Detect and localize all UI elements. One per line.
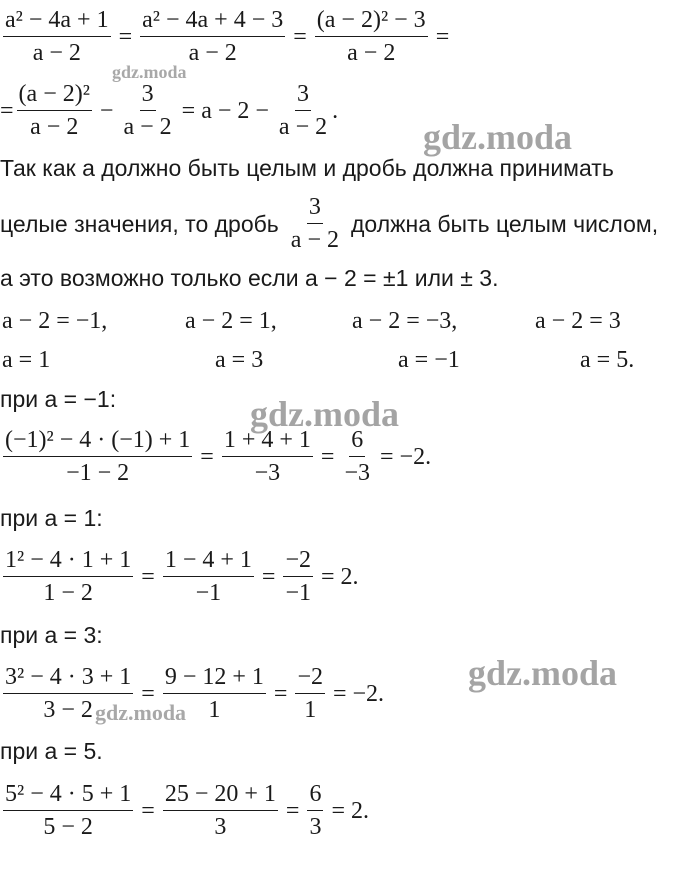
fraction: [315, 8, 428, 66]
numerator: 9 − 12 + 1: [163, 665, 266, 694]
fraction: [222, 428, 313, 486]
case-equation: a − 2 = −3,: [352, 308, 458, 334]
case-solution: a = 3: [215, 347, 264, 373]
equation-line-2: [0, 82, 338, 140]
numerator: (a − 2)² − 3: [315, 8, 428, 37]
fraction: [283, 548, 313, 606]
text-fragment: должна быть целым числом,: [350, 210, 659, 237]
denominator: 3 − 2: [43, 697, 93, 724]
fraction: [342, 428, 372, 486]
equals-sign: =: [141, 798, 155, 825]
numerator: 3: [140, 82, 156, 111]
numerator: 25 − 20 + 1: [163, 782, 278, 811]
result: = −2.: [332, 681, 385, 708]
case-equation: a − 2 = 3: [535, 308, 621, 334]
check-equation: [0, 665, 389, 723]
fraction: [140, 8, 285, 66]
fraction: [295, 665, 325, 723]
equation-line-1: [0, 8, 454, 66]
denominator: 1 − 2: [43, 580, 93, 607]
check-label: при a = 5.: [0, 738, 103, 764]
numerator: −2: [283, 548, 313, 577]
equals-sign: =: [0, 98, 14, 125]
result: = 2.: [320, 564, 359, 591]
watermark: gdz.moda: [250, 394, 400, 434]
fraction: [3, 665, 133, 723]
fraction: [3, 548, 133, 606]
equals-sign: =: [261, 564, 276, 591]
numerator: a² − 4a + 1: [3, 8, 111, 37]
denominator: a − 2: [188, 40, 237, 67]
denominator: −3: [344, 460, 371, 487]
numerator: 3² − 4 · 3 + 1: [3, 665, 133, 694]
check-equation: [0, 548, 364, 606]
numerator: 1 + 4 + 1: [222, 428, 313, 457]
text-line-1: Так как a должно быть целым и дробь должна принимать: [0, 155, 614, 181]
case-equation: a − 2 = −1,: [2, 308, 108, 334]
denominator: a − 2: [123, 114, 172, 141]
text-fragment: целые значения, то дробь: [0, 210, 279, 237]
denominator: 3: [309, 814, 322, 841]
case-solution: a = 1: [2, 347, 51, 373]
numerator: 3: [295, 82, 311, 111]
check-label: при a = 1:: [0, 505, 103, 531]
check-label: при a = −1:: [0, 386, 117, 412]
denominator: −3: [254, 460, 281, 487]
watermark: gdz.moda: [95, 700, 187, 725]
denominator: a − 2: [30, 114, 79, 141]
fraction: [163, 782, 278, 840]
numerator: 3: [307, 195, 323, 224]
case-solution: a = −1: [398, 347, 460, 373]
result: = 2.: [331, 798, 369, 825]
watermark: gdz.moda: [468, 653, 618, 693]
numerator: 1² − 4 · 1 + 1: [3, 548, 133, 577]
check-label: при a = 3:: [0, 622, 103, 648]
watermark: gdz.moda: [112, 62, 187, 82]
denominator: −1 − 2: [66, 460, 130, 487]
period: .: [332, 98, 339, 125]
numerator: (−1)² − 4 · (−1) + 1: [3, 428, 192, 457]
fraction: [3, 428, 192, 486]
equals-sign: =: [285, 798, 300, 825]
numerator: 1 − 4 + 1: [163, 548, 254, 577]
fraction: [17, 82, 92, 140]
denominator: a − 2: [290, 227, 339, 254]
numerator: 6: [349, 428, 365, 457]
fraction: [307, 782, 323, 840]
case-equation: a − 2 = 1,: [185, 308, 277, 334]
denominator: 5 − 2: [43, 814, 93, 841]
denominator: −1: [195, 580, 222, 607]
denominator: −1: [285, 580, 311, 607]
denominator: 1: [208, 697, 221, 724]
equals-sign: =: [118, 24, 133, 51]
text-line-3: а это возможно только если a − 2 = ±1 или ± 3.: [0, 265, 499, 291]
fraction: [289, 195, 341, 253]
numerator: 5² − 4 · 5 + 1: [3, 782, 133, 811]
fraction: [163, 665, 266, 723]
denominator: 3: [214, 814, 227, 841]
equals-sign: =: [435, 24, 450, 51]
equals-sign: =: [141, 564, 155, 591]
denominator: a − 2: [347, 40, 396, 67]
result: = −2.: [380, 444, 432, 471]
denominator: a − 2: [278, 114, 328, 141]
numerator: −2: [295, 665, 325, 694]
minus-sign: −: [99, 98, 114, 125]
fraction: [3, 8, 111, 66]
denominator: 1: [304, 697, 317, 724]
check-equation: [0, 782, 374, 840]
numerator: a² − 4a + 4 − 3: [140, 8, 285, 37]
equals-sign: =: [320, 444, 335, 471]
fraction: [121, 82, 173, 140]
fraction: [163, 548, 254, 606]
equals-sign: =: [273, 681, 288, 708]
numerator: (a − 2)²: [17, 82, 92, 111]
fraction: [3, 782, 133, 840]
equals-sign: =: [141, 681, 155, 708]
numerator: 6: [307, 782, 323, 811]
fraction: [277, 82, 329, 140]
watermark: gdz.moda: [423, 117, 573, 157]
equals-sign: =: [293, 24, 307, 51]
equals-sign: =: [200, 444, 214, 471]
expression: = a − 2 −: [181, 98, 269, 125]
text-line-2: [0, 195, 658, 253]
case-solution: a = 5.: [580, 347, 635, 373]
denominator: a − 2: [32, 40, 81, 67]
check-equation: [0, 428, 436, 486]
